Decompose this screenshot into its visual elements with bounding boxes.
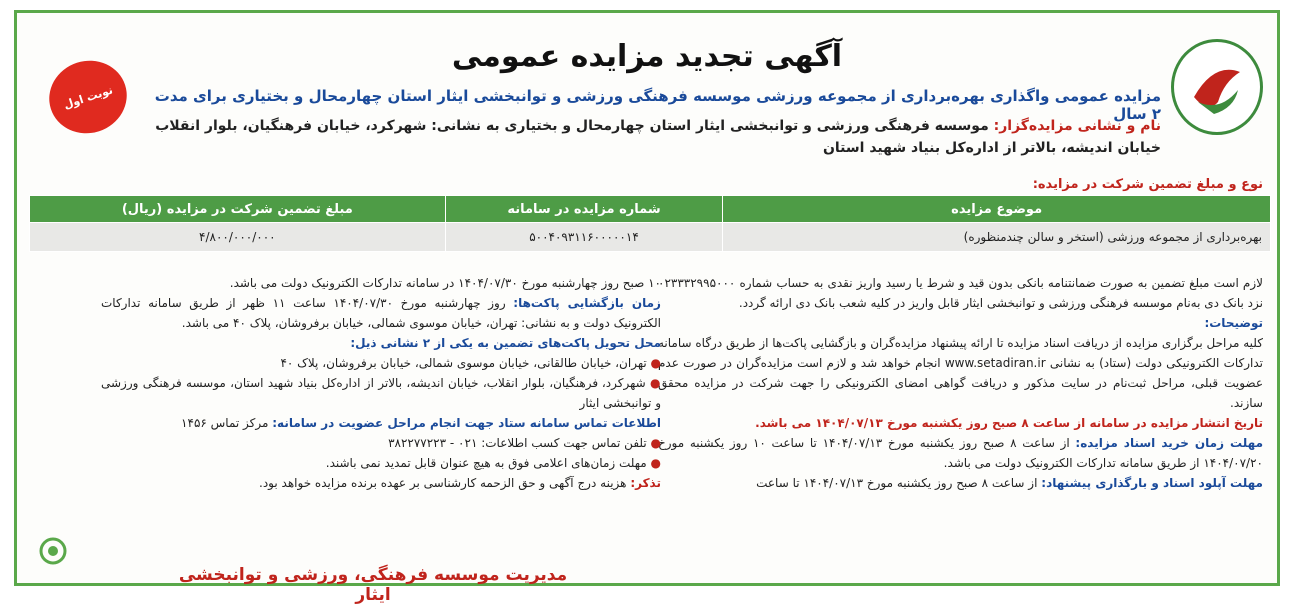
opening-info [101,293,661,333]
notice-subtitle: مزایده عمومی واگذاری بهره‌برداری از مجموعه ورزشی موسسه فرهنگی ورزشی و توانبخشی ایثار استان چهارمحال و بختیاری برای مدت ۲ سال [154,87,1161,123]
bullet-icon: ● [646,356,661,370]
auction-table [29,195,1271,252]
header-subject: موضوع مزایده [723,196,1271,223]
delivery-label: محل تحویل پاکت‌های تضمین به یکی از ۲ نشانی ذیل: [350,336,661,350]
phone-item [101,433,661,453]
header-number: شماره مزایده در سامانه [445,196,723,223]
deadline-item [101,453,661,473]
organization-logo [1171,39,1263,135]
management-signature: مدیریت موسسه فرهنگی، ورزشی و توانبخشی ایثار [178,565,568,605]
right-column [658,273,1263,493]
guarantee-details: لازم است مبلغ تضمین به صورت ضمانتنامه بانکی بدون قید و شرط یا رسید واریز نقدی به حساب شماره ۰۲۳۳۳۲۹۹۵۰۰۰ نزد بانک دی به‌نام موسسه فرهنگی ورزشی و توانبخشی ایثار قابل واریز در کلیه شعب بانک دی ارائه گردد. [658,276,1263,310]
organizer-info [143,115,1161,159]
ornament-icon [33,531,73,571]
upload-label: مهلت آپلود اسناد و بارگذاری پیشنهاد: [1041,476,1263,490]
cell-guarantee: ۴/۸۰۰/۰۰۰/۰۰۰ [30,223,446,252]
organizer-text: موسسه فرهنگی ورزشی و توانبخشی ایثار استان چهارمحال و بختیاری به نشانی: شهرکرد، خیابان فرهنگیان، بلوار انقلاب خیابان اندیشه، بالاتر از اداره‌کل بنیاد شهید استان [155,118,1161,156]
first-notice-seal [40,51,136,144]
table-row [30,223,1271,252]
deadline-text: مهلت زمان‌های اعلامی فوق به هیچ عنوان قابل تمدید نمی باشند. [325,456,647,470]
note-item [101,473,661,493]
note-label: تذکر: [630,476,661,490]
publish-date: تاریخ انتشار مزایده در سامانه از ساعت ۸ صبح روز یکشنبه مورخ ۱۴۰۴/۰۷/۱۳ می باشد. [755,416,1263,430]
bullet-icon: ● [645,376,661,390]
notice-frame [14,10,1280,605]
organizer-label: نام و نشانی مزایده‌گزار: [993,118,1161,134]
buy-text: از ساعت ۸ صبح روز یکشنبه مورخ ۱۴۰۴/۰۷/۱۳ تا ساعت ۱۰ روز یکشنبه مورخ ۱۴۰۴/۰۷/۲۰ از طریق سامانه تدارکات الکترونیک دولت می باشد. [658,436,1263,470]
upload-continuation: ۱۰ صبح روز چهارشنبه مورخ ۱۴۰۴/۰۷/۳۰ در سامانه تدارکات الکترونیک دولت می باشد. [229,276,661,290]
notes-label: توضیحات: [1204,316,1263,330]
table-header-row [30,196,1271,223]
left-column [101,273,661,493]
phone-text: تلفن تماس جهت کسب اطلاعات: ۰۲۱ - ۳۸۲۲۷۷۲۲۳ [388,436,647,450]
address-item [101,353,661,373]
buy-deadline [658,433,1263,473]
buy-label: مهلت زمان خرید اسناد مزایده: [1075,436,1264,450]
address-shahrekord: شهرکرد، فرهنگیان، بلوار انقلاب، خیابان اندیشه، بالاتر از اداره‌کل بنیاد شهید استان، موسسه فرهنگی ورزشی و توانبخشی ایثار [101,376,661,410]
upload-text: از ساعت ۸ صبح روز یکشنبه مورخ ۱۴۰۴/۰۷/۱۳ تا ساعت [756,476,1038,490]
bullet-icon: ● [646,456,661,470]
opening-label: زمان بازگشایی پاکت‌ها: [513,296,661,310]
opening-text: روز چهارشنبه مورخ ۱۴۰۴/۰۷/۳۰ ساعت ۱۱ ظهر از طریق سامانه تدارکات الکترونیک دولت و به نشانی: تهران، خیابان موسوی شمالی، خیابان برفروشان، پلاک ۴۰ می باشد. [101,296,661,330]
note-text: هزینه درج آگهی و حق الزحمه کارشناسی بر عهده برنده مزایده خواهد بود. [259,476,627,490]
cell-subject: بهره‌برداری از مجموعه ورزشی (استخر و سالن چندمنظوره) [723,223,1271,252]
contact-info [101,413,661,433]
contact-label: اطلاعات تماس سامانه ستاد جهت انجام مراحل عضویت در سامانه: [272,416,661,430]
contact-text: مرکز تماس ۱۴۵۶ [181,416,269,430]
seal-text: نوبت اول [61,82,115,112]
notice-title: آگهی تجدید مزایده عمومی [451,39,843,74]
upload-deadline [658,473,1263,493]
notes-text: کلیه مراحل برگزاری مزایده از دریافت اسناد مزایده تا ارائه پیشنهاد مزایده‌گران و بازگشایی پاکت‌ها از طریق درگاه سامانه تدارکات الکترونیکی دولت (ستاد) به نشانی www.setadiran.ir انجام خواهد شد و لازم است مزایده‌گران در صورت عدم عضویت قبلی، مراحل ثبت‌نام در سایت مذکور و دریافت گواهی امضای الکترونیکی را جهت شرکت در مزایده محقق سازند. [658,336,1263,410]
guarantee-label: نوع و مبلغ تضمین شرکت در مزایده: [1032,177,1263,192]
cell-number: ۵۰۰۴۰۹۳۱۱۶۰۰۰۰۰۱۴ [445,223,723,252]
address-tehran: تهران، خیابان طالقانی، خیابان موسوی شمالی، خیابان برفروشان، پلاک ۴۰ [280,356,647,370]
bullet-icon: ● [646,436,661,450]
address-item [101,373,661,413]
header-guarantee: مبلغ تضمین شرکت در مزایده (ریال) [30,196,446,223]
